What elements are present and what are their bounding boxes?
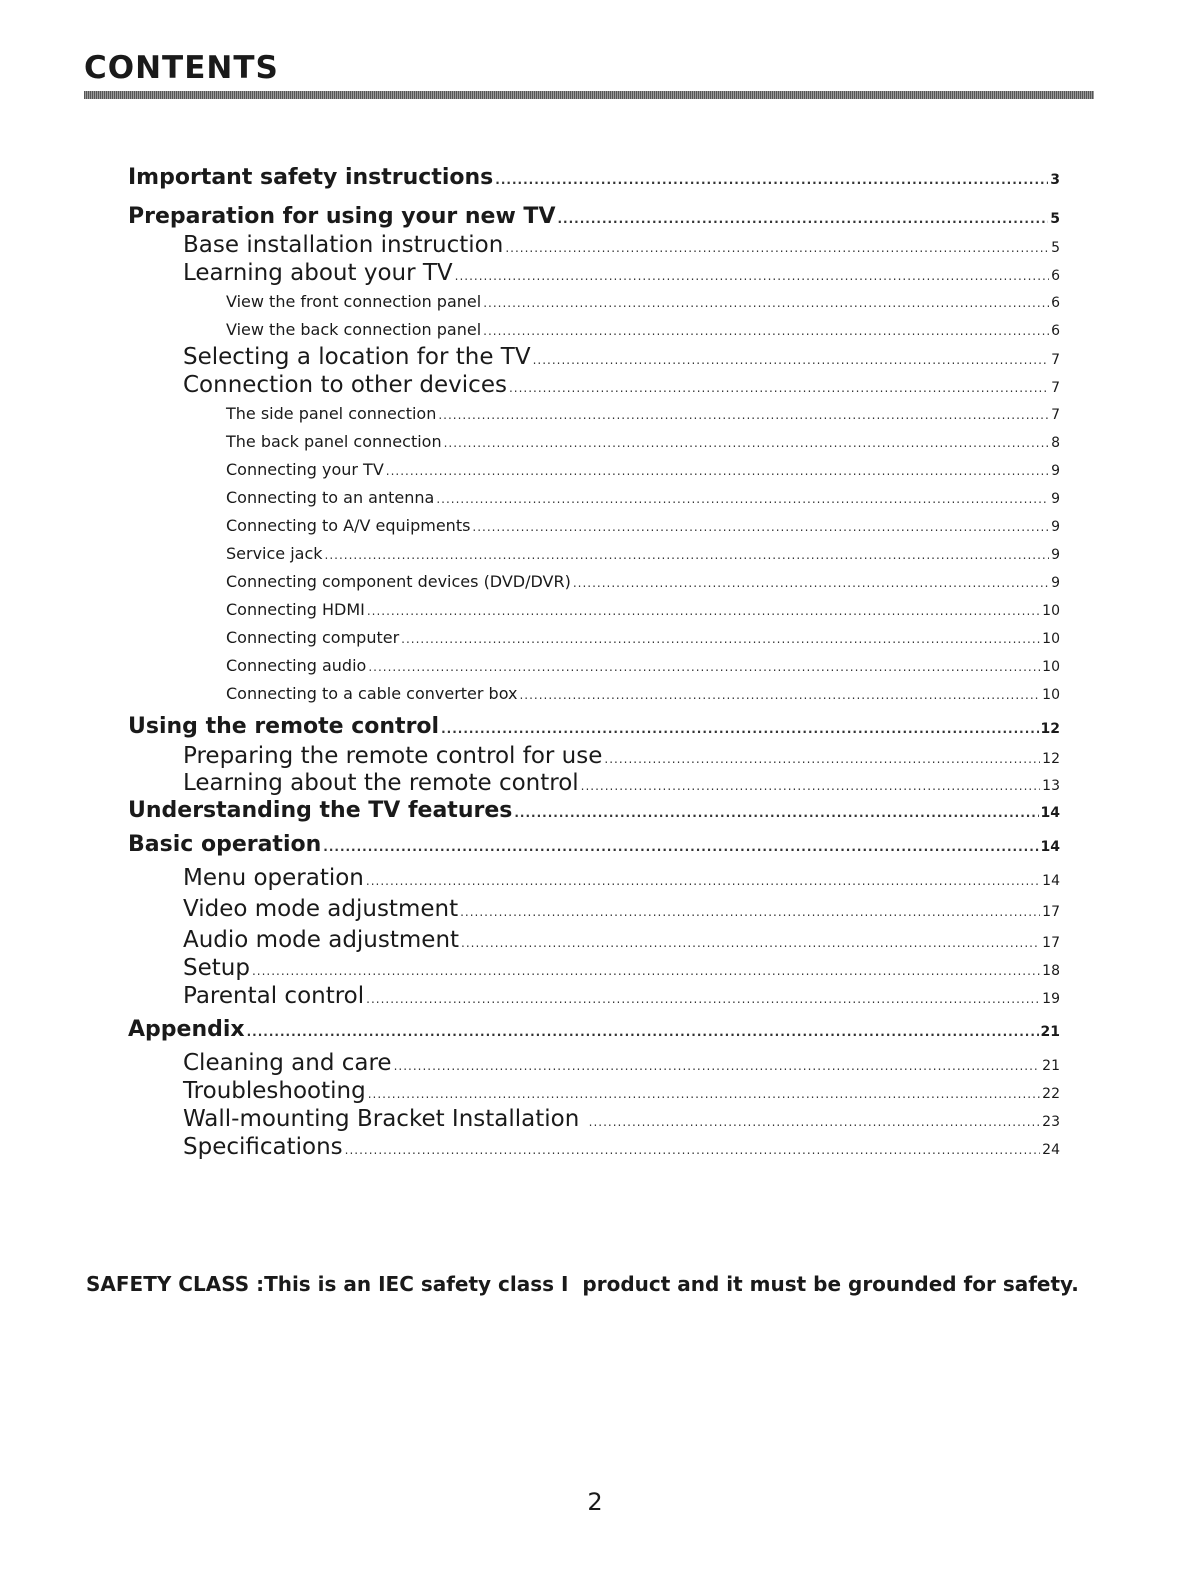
toc-entry-text: Connecting to an antenna	[226, 488, 435, 507]
toc-entry-page: 21	[1040, 1024, 1060, 1040]
toc-entry-text: Video mode adjustment	[183, 896, 459, 922]
toc-entry-page: 21	[1042, 1058, 1060, 1074]
toc-entry-text: Wall-mounting Bracket Installation	[183, 1106, 587, 1132]
toc-leader-dots	[604, 752, 1040, 766]
toc-entry[interactable]	[183, 260, 1060, 286]
toc-entry-text: Audio mode adjustment	[183, 927, 460, 953]
toc-entry-page: 14	[1040, 839, 1060, 855]
toc-entry-text: The back panel connection	[226, 432, 442, 451]
toc-leader-dots	[573, 576, 1049, 590]
toc-entry-page: 12	[1040, 721, 1060, 737]
toc-entry-text: Connecting computer	[226, 628, 400, 647]
toc-entry[interactable]	[226, 320, 1060, 339]
toc-entry-page: 10	[1042, 631, 1060, 647]
toc-entry-page: 10	[1042, 659, 1060, 675]
toc-entry[interactable]	[226, 656, 1060, 675]
toc-leader-dots	[455, 269, 1049, 283]
toc-leader-dots	[247, 1025, 1039, 1039]
toc-entry[interactable]	[226, 432, 1060, 451]
toc-entry-text: Troubleshooting	[183, 1078, 366, 1104]
toc-entry-text: Connecting your TV	[226, 460, 384, 479]
toc-entry-text: Selecting a location for the TV	[183, 344, 531, 370]
toc-entry-text: Connecting component devices (DVD/DVR)	[226, 572, 571, 591]
toc-entry[interactable]	[226, 684, 1060, 703]
toc-entry-page: 9	[1051, 491, 1060, 507]
toc-entry-text: The side panel connection	[226, 404, 437, 423]
toc-leader-dots	[325, 548, 1050, 562]
toc-entry[interactable]	[226, 404, 1060, 423]
toc-entry-page: 19	[1042, 991, 1060, 1007]
toc-entry-page: 13	[1042, 778, 1060, 794]
toc-entry-text: View the front connection panel	[226, 292, 482, 311]
safety-class-note: SAFETY CLASS :This is an IEC safety class I product and it must be grounded for safety.	[86, 1272, 1079, 1296]
toc-leader-dots	[368, 660, 1040, 674]
toc-entry[interactable]	[226, 460, 1060, 479]
toc-entry-page: 7	[1051, 407, 1060, 423]
toc-entry-page: 7	[1051, 380, 1060, 396]
toc-entry[interactable]	[128, 832, 1060, 857]
toc-leader-dots	[368, 1087, 1040, 1101]
toc-entry-page: 9	[1051, 575, 1060, 591]
toc-leader-dots	[438, 408, 1049, 422]
toc-entry-text: Setup	[183, 955, 250, 981]
toc-leader-dots	[444, 436, 1049, 450]
toc-leader-dots	[483, 296, 1049, 310]
toc-entry-page: 14	[1040, 805, 1060, 821]
toc-entry-page: 3	[1050, 172, 1060, 188]
toc-leader-dots	[557, 212, 1048, 226]
toc-leader-dots	[514, 806, 1038, 820]
toc-entry[interactable]	[183, 927, 1060, 953]
toc-entry[interactable]	[183, 1106, 1060, 1132]
toc-entry[interactable]	[226, 544, 1060, 563]
toc-entry[interactable]	[183, 372, 1060, 398]
toc-entry-text: Service jack	[226, 544, 323, 563]
toc-entry-text: Important safety instructions	[128, 165, 494, 190]
toc-leader-dots	[519, 688, 1040, 702]
toc-entry-page: 9	[1051, 547, 1060, 563]
toc-entry-page: 6	[1051, 323, 1060, 339]
page-title: CONTENTS	[84, 50, 279, 86]
toc-entry-text: Learning about the remote control	[183, 770, 579, 796]
toc-entry-page: 17	[1042, 935, 1060, 951]
toc-entry[interactable]	[183, 232, 1060, 258]
toc-leader-dots	[509, 381, 1049, 395]
toc-leader-dots	[581, 779, 1041, 793]
toc-entry-text: Connecting audio	[226, 656, 367, 675]
toc-entry-text: Appendix	[128, 1017, 245, 1042]
toc-leader-dots	[252, 964, 1040, 978]
toc-entry[interactable]	[128, 204, 1060, 229]
toc-entry-text: Basic operation	[128, 832, 322, 857]
toc-entry-page: 14	[1042, 873, 1060, 889]
toc-entry-page: 6	[1051, 268, 1060, 284]
toc-leader-dots	[367, 604, 1040, 618]
toc-entry-text: Preparing the remote control for use	[183, 743, 603, 769]
toc-leader-dots	[483, 324, 1049, 338]
toc-leader-dots	[366, 992, 1040, 1006]
toc-entry-text: Specifications	[183, 1134, 343, 1160]
toc-entry[interactable]	[183, 344, 1060, 370]
toc-leader-dots	[505, 241, 1049, 255]
toc-entry[interactable]	[226, 600, 1060, 619]
toc-entry[interactable]	[183, 1078, 1060, 1104]
toc-leader-dots	[460, 905, 1040, 919]
toc-leader-dots	[589, 1115, 1041, 1129]
toc-entry-page: 24	[1042, 1142, 1060, 1158]
toc-entry-page: 12	[1042, 751, 1060, 767]
toc-entry-page: 10	[1042, 603, 1060, 619]
toc-entry-text: Preparation for using your new TV	[128, 204, 556, 229]
toc-entry-page: 9	[1051, 463, 1060, 479]
toc-entry-text: Menu operation	[183, 865, 364, 891]
toc-entry[interactable]	[128, 714, 1060, 739]
toc-entry-page: 7	[1051, 352, 1060, 368]
toc-entry-text: View the back connection panel	[226, 320, 482, 339]
toc-entry-text: Learning about your TV	[183, 260, 453, 286]
toc-entry-page: 6	[1051, 295, 1060, 311]
toc-entry[interactable]	[128, 798, 1060, 823]
toc-entry[interactable]	[226, 516, 1060, 535]
toc-entry[interactable]	[183, 1134, 1060, 1160]
toc-leader-dots	[366, 874, 1040, 888]
toc-entry-page: 17	[1042, 904, 1060, 920]
toc-entry-page: 8	[1051, 435, 1060, 451]
toc-entry[interactable]	[183, 955, 1060, 981]
toc-entry[interactable]	[128, 1017, 1060, 1042]
toc-entry-page: 5	[1050, 211, 1060, 227]
toc-entry[interactable]	[183, 983, 1060, 1009]
toc-entry-page: 23	[1042, 1114, 1060, 1130]
toc-entry-text: Cleaning and care	[183, 1050, 392, 1076]
title-rule	[84, 91, 1094, 99]
toc-entry-text: Using the remote control	[128, 714, 440, 739]
toc-entry-text: Base installation instruction	[183, 232, 504, 258]
toc-entry[interactable]	[183, 743, 1060, 769]
toc-entry-text: Connection to other devices	[183, 372, 507, 398]
toc-leader-dots	[436, 492, 1049, 506]
toc-entry[interactable]	[183, 896, 1060, 922]
toc-entry-page: 5	[1051, 240, 1060, 256]
toc-entry-page: 18	[1042, 963, 1060, 979]
toc-entry[interactable]	[183, 770, 1060, 796]
toc-entry-text: Parental control	[183, 983, 365, 1009]
toc-entry-page: 22	[1042, 1086, 1060, 1102]
toc-leader-dots	[441, 722, 1038, 736]
toc-entry-text: Connecting to A/V equipments	[226, 516, 471, 535]
toc-leader-dots	[394, 1059, 1041, 1073]
page-number: 2	[587, 1488, 603, 1516]
toc-entry-text: Understanding the TV features	[128, 798, 513, 823]
toc-leader-dots	[401, 632, 1040, 646]
toc-entry[interactable]	[128, 165, 1060, 190]
toc-entry[interactable]	[183, 1050, 1060, 1076]
toc-leader-dots	[386, 464, 1049, 478]
toc-entry-text: Connecting HDMI	[226, 600, 365, 619]
toc-leader-dots	[323, 840, 1038, 854]
toc-entry[interactable]	[226, 488, 1060, 507]
toc-entry[interactable]	[226, 292, 1060, 311]
toc-entry-page: 9	[1051, 519, 1060, 535]
toc-entry-text: Connecting to a cable converter box	[226, 684, 518, 703]
toc-entry[interactable]	[226, 572, 1060, 591]
toc-leader-dots	[461, 936, 1040, 950]
toc-entry[interactable]	[226, 628, 1060, 647]
toc-leader-dots	[495, 173, 1048, 187]
toc-leader-dots	[472, 520, 1049, 534]
toc-leader-dots	[345, 1143, 1041, 1157]
toc-entry-page: 10	[1042, 687, 1060, 703]
toc-entry[interactable]	[183, 865, 1060, 891]
toc-leader-dots	[533, 353, 1049, 367]
